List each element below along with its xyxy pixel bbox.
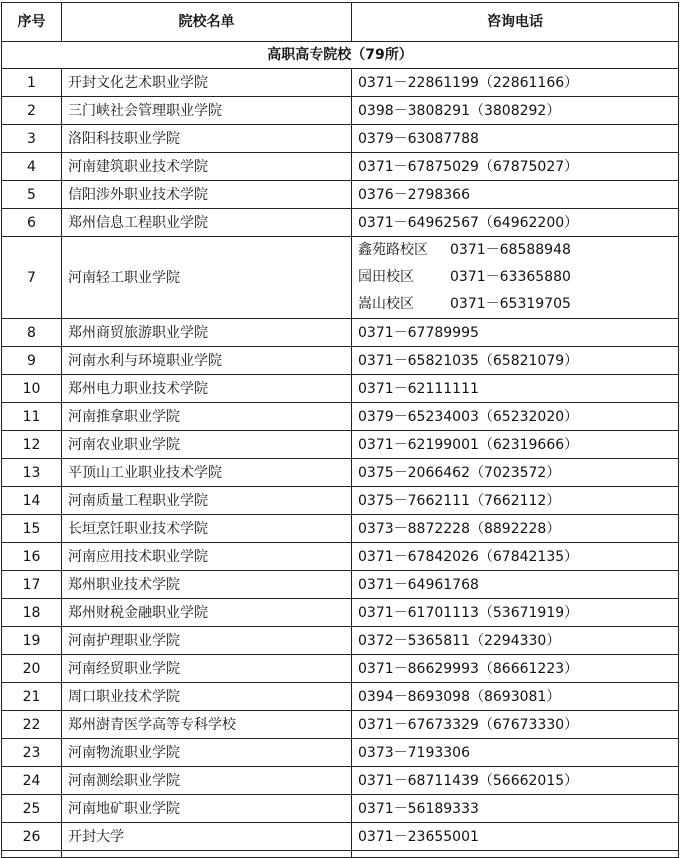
table-row [2,403,679,431]
row-school-name: 信阳涉外职业技术学院 [62,181,352,209]
row-seq: 12 [2,431,62,459]
row-school-name: 开封大学 [62,823,352,851]
row-phone: 0371－67789995 [352,319,679,347]
row-phone: 0371－67842026（67842135） [352,543,679,571]
table-row [2,209,679,237]
header-name: 院校名单 [62,3,352,42]
table-row [2,153,679,181]
row-phone: 0375－2066462（7023572） [352,459,679,487]
row-school-name: 河南物流职业学院 [62,739,352,767]
row-phone: 0376－2798366 [352,181,679,209]
row-school-name: 河南测绘职业学院 [62,767,352,795]
row-phone: 0371－86629993（86661223） [352,655,679,683]
row-seq: 22 [2,711,62,739]
row-school-name: 河南农业职业学院 [62,431,352,459]
row-seq: 17 [2,571,62,599]
table-row [2,711,679,739]
row-school-name: 长垣烹饪职业技术学院 [62,515,352,543]
row-phone: 0371－67875029（67875027） [352,153,679,181]
table-row [2,683,679,711]
row-phone: 0371－62199001（62319666） [352,431,679,459]
row-school-name: 郑州信息工程职业学院 [62,209,352,237]
group-title: 高职高专院校（79所） [2,42,679,69]
row-seq: 4 [2,153,62,181]
table-row [2,487,679,515]
row-seq: 7 [2,237,62,319]
row-school-name: 河南轻工职业学院 [62,237,352,319]
row-school-name: 平顶山工业职业技术学院 [62,459,352,487]
row-seq: 13 [2,459,62,487]
row-seq: 21 [2,683,62,711]
table-row [2,655,679,683]
cutoff-cell [352,851,679,858]
row-school-name: 郑州澍青医学高等专科学校 [62,711,352,739]
table-row [2,767,679,795]
row-seq: 6 [2,209,62,237]
row-phone: 0371－65821035（65821079） [352,347,679,375]
row-seq: 15 [2,515,62,543]
row-phone [352,237,679,319]
cutoff-cell [62,851,352,858]
row-school-name: 三门峡社会管理职业学院 [62,97,352,125]
row-phone: 0398－3808291（3808292） [352,97,679,125]
row-school-name: 郑州电力职业技术学院 [62,375,352,403]
row-seq: 10 [2,375,62,403]
row-seq: 25 [2,795,62,823]
row-school-name: 河南护理职业学院 [62,627,352,655]
cutoff-cell [2,851,62,858]
campus-phone: 0371－63365880 [450,269,571,285]
row-seq: 26 [2,823,62,851]
table-row [2,627,679,655]
row-seq: 11 [2,403,62,431]
row-school-name: 洛阳科技职业学院 [62,125,352,153]
table-row [2,125,679,153]
row-phone: 0371－64961768 [352,571,679,599]
table-row-cutoff [2,851,679,858]
group-row [2,42,679,69]
row-phone: 0394－8693098（8693081） [352,683,679,711]
row-phone: 0371－67673329（67673330） [352,711,679,739]
row-phone: 0379－65234003（65232020） [352,403,679,431]
row-school-name: 周口职业技术学院 [62,683,352,711]
row-school-name: 郑州财税金融职业学院 [62,599,352,627]
row-phone: 0375－7662111（7662112） [352,487,679,515]
row-school-name: 河南经贸职业学院 [62,655,352,683]
table-row [2,347,679,375]
row-school-name: 河南质量工程职业学院 [62,487,352,515]
row-school-name: 河南应用技术职业学院 [62,543,352,571]
row-seq: 16 [2,543,62,571]
row-school-name: 河南地矿职业学院 [62,795,352,823]
header-seq: 序号 [2,3,62,42]
campus-line [358,291,678,318]
row-seq: 24 [2,767,62,795]
row-school-name: 郑州商贸旅游职业学院 [62,319,352,347]
row-phone: 0371－56189333 [352,795,679,823]
campus-phone: 0371－68588948 [450,242,571,258]
campus-name: 嵩山校区 [358,296,414,312]
table-row [2,181,679,209]
row-seq: 19 [2,627,62,655]
row-phone: 0371－62111111 [352,375,679,403]
table-row [2,599,679,627]
row-phone: 0373－7193306 [352,739,679,767]
row-school-name: 河南水利与环境职业学院 [62,347,352,375]
header-row [2,3,679,42]
table-row [2,739,679,767]
row-school-name: 河南建筑职业技术学院 [62,153,352,181]
table-row [2,823,679,851]
table-row [2,543,679,571]
row-seq: 23 [2,739,62,767]
row-school-name: 河南推拿职业学院 [62,403,352,431]
row-seq: 8 [2,319,62,347]
row-phone: 0372－5365811（2294330） [352,627,679,655]
campus-name: 鑫苑路校区 [358,242,428,258]
row-phone: 0371－22861199（22861166） [352,69,679,97]
campus-line [358,264,678,291]
table-row [2,431,679,459]
row-seq: 5 [2,181,62,209]
campus-line [358,237,678,264]
table-row [2,319,679,347]
row-phone: 0371－61701113（53671919） [352,599,679,627]
table-row [2,571,679,599]
row-seq: 2 [2,97,62,125]
table-row [2,237,679,319]
table-row [2,375,679,403]
row-school-name: 郑州职业技术学院 [62,571,352,599]
row-school-name: 开封文化艺术职业学院 [62,69,352,97]
row-seq: 3 [2,125,62,153]
table-row [2,515,679,543]
row-phone: 0371－64962567（64962200） [352,209,679,237]
row-phone: 0371－23655001 [352,823,679,851]
table-row [2,795,679,823]
campus-phone: 0371－65319705 [450,296,571,312]
row-seq: 1 [2,69,62,97]
table-row [2,459,679,487]
row-seq: 20 [2,655,62,683]
row-seq: 14 [2,487,62,515]
header-phone: 咨询电话 [352,3,679,42]
row-phone: 0371－68711439（56662015） [352,767,679,795]
table-row [2,69,679,97]
row-phone: 0373－8872228（8892228） [352,515,679,543]
row-seq: 9 [2,347,62,375]
row-phone: 0379－63087788 [352,125,679,153]
table-row [2,97,679,125]
school-contact-table [1,2,679,858]
campus-name: 园田校区 [358,269,414,285]
row-seq: 18 [2,599,62,627]
